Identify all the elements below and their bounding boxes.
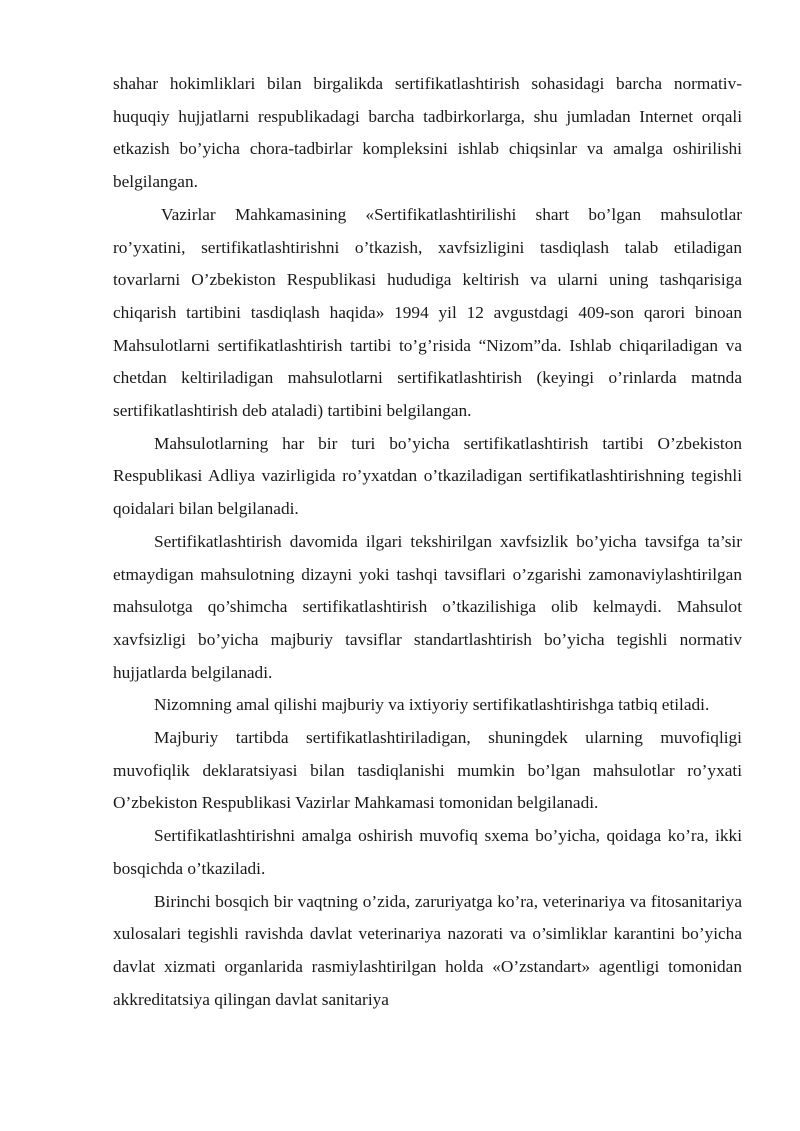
paragraph-vazirlar-mahkamasi: Vazirlar Mahkamasining «Sertifikatlashtirilishi shart bo’lgan mahsulotlar ro’yxatini, sertifikatlashtirishni o’tkazish, xavfsizligini tasdiqlash talab etiladigan tovarlarni O’zbekiston Respublikasi hududiga keltirish va ularni uning tashqarisiga chiqarish tartibini tasdiqlash haqida» 1994 yil 12 avgustdagi 409-son qarori binoan Mahsulotlarni sertifikatlashtirish tartibi to’g’risida “Nizom”da. Ishlab chiqariladigan va chetdan keltiriladigan mahsulotlarni sertifikatlashtirish (keyingi o’rinlarda matnda sertifikatlashtirish deb ataladi) tartibini belgilangan. — [113, 204, 742, 421]
paragraph-nizom-amal: Nizomning amal qilishi majburiy va ixtiyoriy sertifikatlashtirishga tatbiq etiladi. — [154, 695, 710, 715]
paragraph-birinchi-bosqich: Birinchi bosqich bir vaqtning o’zida, zaruriyatga ko’ra, veterinariya va fitosanitariya xulosalari tegishli ravishda davlat veterinariya nazorati va o’simliklar karantini bo’yicha davlat xizmati organlarida rasmiylashtirilgan holda «O’zstandart» agentligi tomonidan akkreditatsiya qilingan davlat sanitariya — [113, 891, 742, 1009]
document-page — [113, 68, 742, 1016]
paragraph-mahsulotlar-turi: Mahsulotlarning har bir turi bo’yicha sertifikatlashtirish tartibi O’zbekiston Respublikasi Adliya vazirligida ro’yxatdan o’tkaziladigan sertifikatlashtirishning tegishli qoidalari bilan belgilanadi. — [113, 433, 742, 519]
paragraph-ikki-bosqich: Sertifikatlashtirishni amalga oshirish muvofiq sxema bo’yicha, qoidaga ko’ra, ikki bosqichda o’tkaziladi. — [113, 826, 742, 878]
paragraph-majburiy-tartib: Majburiy tartibda sertifikatlashtiriladigan, shuningdek ularning muvofiqligi muvofiqlik deklaratsiyasi bilan tasdiqlanishi mumkin bo’lgan mahsulotlar ro’yxati O’zbekiston Respublikasi Vazirlar Mahkamasi tomonidan belgilanadi. — [113, 728, 742, 813]
paragraph-sertifikatlashtirish-davomida: Sertifikatlashtirish davomida ilgari tekshirilgan xavfsizlik bo’yicha tavsifga ta’sir etmaydigan mahsulotning dizayni yoki tashqi tavsiflari o’zgarishi zamonaviylashtirilgan mahsulotga qo’shimcha sertifikatlashtirish o’tkazilishiga olib kelmaydi. Mahsulot xavfsizligi bo’yicha majburiy tavsiflar standartlashtirish bo’yicha tegishli normativ hujjatlarda belgilanadi. — [113, 531, 742, 682]
paragraph-continuation: shahar hokimliklari bilan birgalikda sertifikatlashtirish sohasidagi barcha normativ-huquqiy hujjatlarni respublikadagi barcha tadbirkorlarga, shu jumladan Internet orqali etkazish bo’yicha chora-tadbirlar kompleksini ishlab chiqsinlar va amalga oshirilishi belgilangan. — [113, 74, 742, 192]
